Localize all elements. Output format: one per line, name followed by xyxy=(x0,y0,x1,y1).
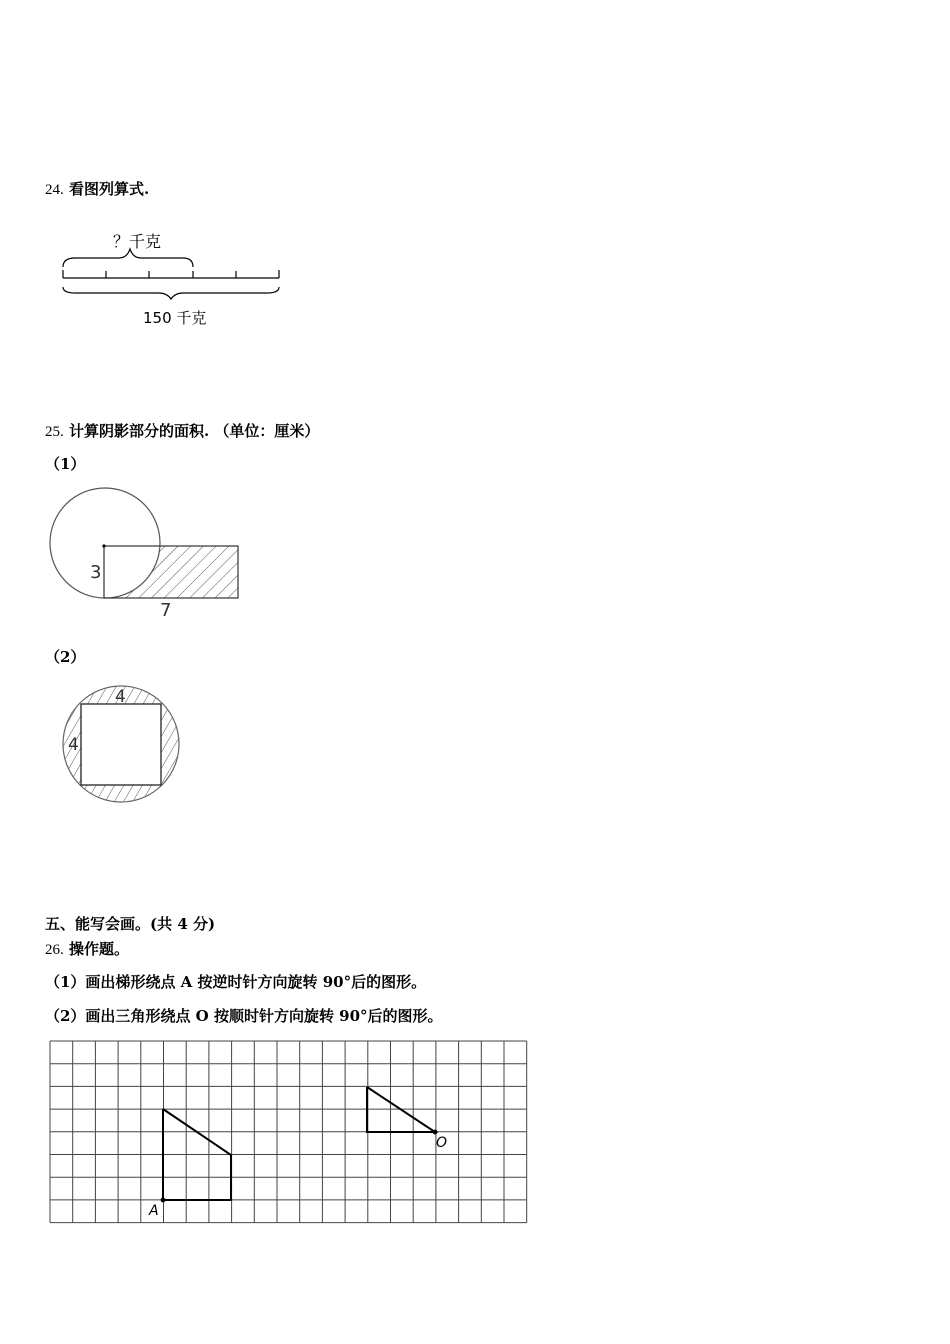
q24-title xyxy=(45,178,149,199)
q25-part1-shaded-region xyxy=(104,546,238,598)
q26-point-o-label: O xyxy=(436,1135,448,1151)
q26-title xyxy=(45,938,129,959)
q25-text: 计算阴影部分的面积. （单位：厘米） xyxy=(68,422,320,440)
q25-part2-left-label: 4 xyxy=(68,735,79,755)
q25-part1-label: （1） xyxy=(45,455,86,473)
q26-point-a-label: A xyxy=(149,1203,159,1219)
q26-grid-figure xyxy=(40,1035,535,1230)
q25-part2-label: （2） xyxy=(45,648,86,666)
q25-title xyxy=(45,420,319,441)
q24-text: 看图列算式. xyxy=(68,180,150,198)
q26-text: 操作题。 xyxy=(68,940,129,958)
q25-part1-figure xyxy=(40,480,250,625)
q24-top-brace xyxy=(63,249,193,267)
q25-part1-bottom-label: 7 xyxy=(160,600,172,621)
q24-bottom-label: 150 千克 xyxy=(143,309,207,327)
q25-part1-circle xyxy=(50,488,160,598)
section5-heading: 五、能写会画。(共 4 分) xyxy=(45,915,216,933)
q25-number: 25. xyxy=(45,424,64,440)
q24-bottom-brace xyxy=(63,287,279,299)
q24-figure xyxy=(55,225,295,335)
q26-number: 26. xyxy=(45,942,64,958)
q26-part2: （2）画出三角形绕点 O 按顺时针方向旋转 90°后的图形。 xyxy=(45,1007,443,1025)
q24-number: 24. xyxy=(45,182,64,198)
q25-part1-side-label: 3 xyxy=(90,562,102,583)
q26-grid xyxy=(50,1041,527,1223)
q25-part2-top-label: 4 xyxy=(115,687,126,707)
q25-part1-center-dot xyxy=(102,544,105,547)
q26-point-a xyxy=(161,1198,166,1203)
q25-part2-figure xyxy=(55,680,195,810)
q26-part1: （1）画出梯形绕点 A 按逆时针方向旋转 90°后的图形。 xyxy=(45,973,427,991)
q25-part2-square xyxy=(81,704,161,785)
q24-top-label: ？千克 xyxy=(113,232,162,251)
q26-point-o xyxy=(433,1130,438,1135)
